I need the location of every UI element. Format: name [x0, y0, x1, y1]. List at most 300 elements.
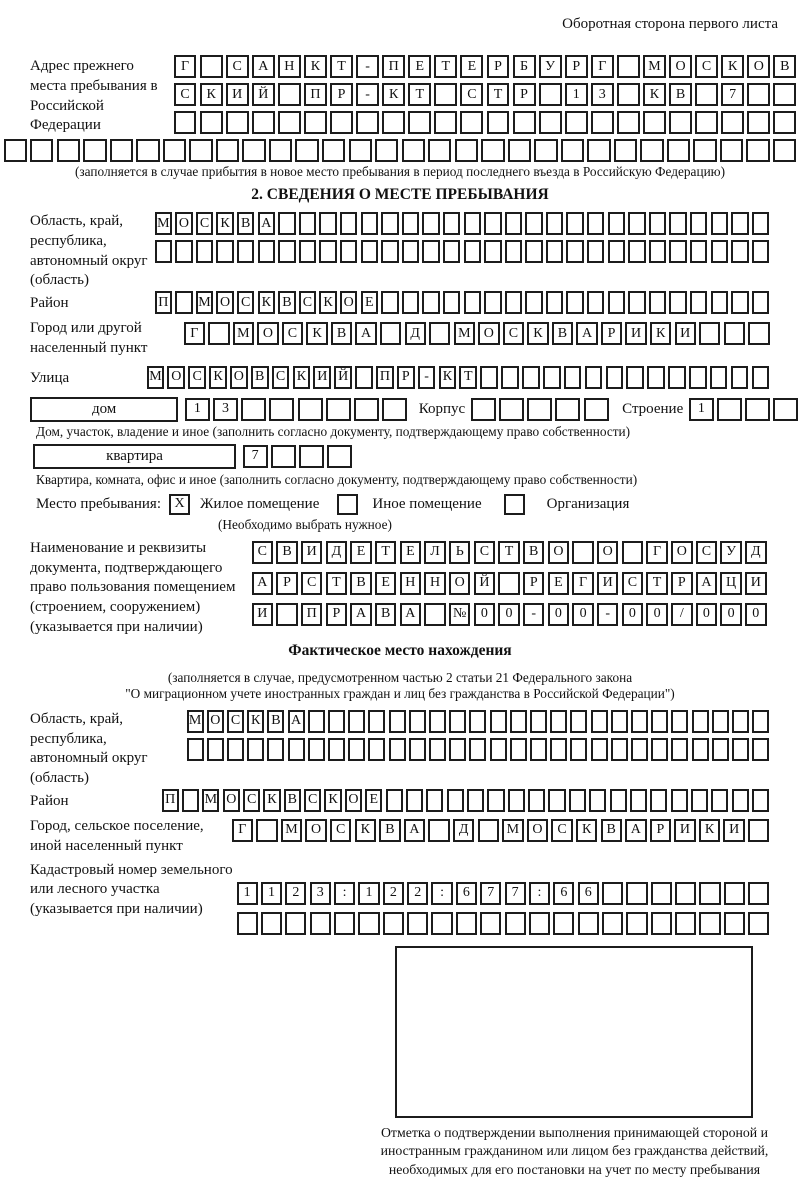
char-cell[interactable]: Т [487, 83, 510, 106]
char-cell[interactable] [409, 710, 426, 733]
char-cell[interactable] [747, 83, 770, 106]
char-cell[interactable]: Е [548, 572, 569, 595]
char-cell[interactable]: М [643, 55, 666, 78]
char-cell[interactable] [269, 398, 294, 421]
char-cell[interactable] [226, 111, 249, 134]
char-cell[interactable] [216, 139, 239, 162]
char-cell[interactable] [675, 912, 696, 935]
char-cell[interactable]: К [650, 322, 671, 345]
char-cell[interactable] [534, 139, 557, 162]
char-cell[interactable] [208, 322, 229, 345]
char-cell[interactable] [752, 738, 769, 761]
char-cell[interactable] [711, 789, 728, 812]
char-cell[interactable] [752, 366, 770, 389]
char-cell[interactable] [711, 240, 728, 263]
char-cell[interactable]: : [334, 882, 355, 905]
char-cell[interactable] [539, 111, 562, 134]
char-cell[interactable]: В [331, 322, 352, 345]
char-cell[interactable] [578, 912, 599, 935]
char-cell[interactable] [422, 212, 439, 235]
char-cell[interactable]: С [503, 322, 524, 345]
char-cell[interactable] [569, 789, 586, 812]
char-cell[interactable]: К [216, 212, 233, 235]
char-cell[interactable]: Г [232, 819, 253, 842]
char-cell[interactable] [175, 291, 192, 314]
char-cell[interactable]: В [523, 541, 544, 564]
char-cell[interactable] [731, 291, 748, 314]
char-cell[interactable]: Р [565, 55, 588, 78]
char-cell[interactable] [308, 710, 325, 733]
char-cell[interactable]: П [304, 83, 327, 106]
char-cell[interactable]: М [502, 819, 523, 842]
char-cell[interactable] [83, 139, 106, 162]
char-cell[interactable]: С [237, 291, 254, 314]
char-cell[interactable]: О [671, 541, 692, 564]
char-cell[interactable]: Й [474, 572, 495, 595]
char-cell[interactable]: В [276, 541, 297, 564]
char-cell[interactable]: К [439, 366, 457, 389]
char-cell[interactable]: 7 [721, 83, 744, 106]
char-cell[interactable]: О [449, 572, 470, 595]
char-cell[interactable]: - [418, 366, 436, 389]
char-cell[interactable] [550, 738, 567, 761]
char-cell[interactable] [429, 738, 446, 761]
char-cell[interactable] [572, 541, 593, 564]
char-cell[interactable]: С [196, 212, 213, 235]
char-cell[interactable] [651, 882, 672, 905]
char-cell[interactable]: С [622, 572, 643, 595]
char-cell[interactable] [428, 139, 451, 162]
char-cell[interactable] [553, 912, 574, 935]
char-cell[interactable]: 3 [591, 83, 614, 106]
char-cell[interactable]: К [293, 366, 311, 389]
char-cell[interactable]: Р [487, 55, 510, 78]
char-cell[interactable] [464, 291, 481, 314]
char-cell[interactable]: 0 [696, 603, 717, 626]
char-cell[interactable] [278, 83, 301, 106]
char-cell[interactable] [271, 445, 296, 468]
char-cell[interactable]: О [257, 322, 278, 345]
char-cell[interactable]: И [301, 541, 322, 564]
char-cell[interactable]: 1 [565, 83, 588, 106]
char-cell[interactable] [267, 738, 284, 761]
char-cell[interactable] [689, 366, 707, 389]
char-cell[interactable] [570, 710, 587, 733]
char-cell[interactable]: О [548, 541, 569, 564]
char-cell[interactable] [252, 111, 275, 134]
char-cell[interactable]: 0 [646, 603, 667, 626]
char-cell[interactable]: О [223, 789, 240, 812]
char-cell[interactable] [447, 789, 464, 812]
char-cell[interactable]: 0 [745, 603, 766, 626]
char-cell[interactable] [498, 572, 519, 595]
char-cell[interactable]: С [301, 572, 322, 595]
char-cell[interactable]: Е [365, 789, 382, 812]
char-cell[interactable]: Р [330, 83, 353, 106]
char-cell[interactable] [464, 212, 481, 235]
char-cell[interactable] [731, 240, 748, 263]
char-cell[interactable] [651, 912, 672, 935]
char-cell[interactable]: П [376, 366, 394, 389]
char-cell[interactable]: А [252, 572, 273, 595]
char-cell[interactable] [510, 738, 527, 761]
char-cell[interactable]: А [696, 572, 717, 595]
char-cell[interactable]: Л [424, 541, 445, 564]
char-cell[interactable] [591, 710, 608, 733]
char-cell[interactable]: С [252, 541, 273, 564]
char-cell[interactable] [546, 212, 563, 235]
char-cell[interactable]: И [745, 572, 766, 595]
char-cell[interactable]: Р [523, 572, 544, 595]
char-cell[interactable] [407, 912, 428, 935]
char-cell[interactable]: Г [646, 541, 667, 564]
checkbox-inoe[interactable] [337, 494, 358, 515]
char-cell[interactable] [330, 111, 353, 134]
char-cell[interactable] [136, 139, 159, 162]
char-cell[interactable]: Й [334, 366, 352, 389]
char-cell[interactable]: С [299, 291, 316, 314]
char-cell[interactable] [478, 819, 499, 842]
char-cell[interactable] [773, 111, 796, 134]
char-cell[interactable] [587, 139, 610, 162]
char-cell[interactable] [237, 912, 258, 935]
char-cell[interactable] [469, 738, 486, 761]
char-cell[interactable]: Т [408, 83, 431, 106]
char-cell[interactable] [589, 789, 606, 812]
char-cell[interactable] [456, 912, 477, 935]
char-cell[interactable]: В [379, 819, 400, 842]
char-cell[interactable] [752, 789, 769, 812]
char-cell[interactable] [561, 139, 584, 162]
char-cell[interactable]: Д [453, 819, 474, 842]
char-cell[interactable]: К [200, 83, 223, 106]
char-cell[interactable] [566, 240, 583, 263]
char-cell[interactable]: М [202, 789, 219, 812]
char-cell[interactable]: В [601, 819, 622, 842]
char-cell[interactable]: К [355, 819, 376, 842]
char-cell[interactable] [278, 111, 301, 134]
char-cell[interactable] [732, 789, 749, 812]
char-cell[interactable] [669, 111, 692, 134]
char-cell[interactable] [288, 738, 305, 761]
char-cell[interactable]: Д [405, 322, 426, 345]
char-cell[interactable] [328, 710, 345, 733]
char-cell[interactable]: Т [375, 541, 396, 564]
char-cell[interactable]: А [258, 212, 275, 235]
char-cell[interactable] [651, 738, 668, 761]
char-cell[interactable] [692, 710, 709, 733]
char-cell[interactable] [464, 240, 481, 263]
char-cell[interactable] [308, 738, 325, 761]
char-cell[interactable] [505, 291, 522, 314]
checkbox-zhiloe[interactable]: X [169, 494, 190, 515]
char-cell[interactable]: 3 [310, 882, 331, 905]
char-cell[interactable] [256, 819, 277, 842]
char-cell[interactable] [546, 240, 563, 263]
char-cell[interactable] [187, 738, 204, 761]
char-cell[interactable] [426, 789, 443, 812]
char-cell[interactable]: М [454, 322, 475, 345]
char-cell[interactable]: С [304, 789, 321, 812]
char-cell[interactable] [711, 212, 728, 235]
char-cell[interactable] [585, 366, 603, 389]
char-cell[interactable] [752, 240, 769, 263]
char-cell[interactable] [530, 710, 547, 733]
char-cell[interactable] [227, 738, 244, 761]
char-cell[interactable] [196, 240, 213, 263]
char-cell[interactable] [484, 212, 501, 235]
char-cell[interactable] [480, 366, 498, 389]
char-cell[interactable]: П [162, 789, 179, 812]
char-cell[interactable]: Б [513, 55, 536, 78]
char-cell[interactable] [247, 738, 264, 761]
char-cell[interactable]: К [306, 322, 327, 345]
char-cell[interactable]: К [319, 291, 336, 314]
char-cell[interactable]: Т [434, 55, 457, 78]
char-cell[interactable] [608, 291, 625, 314]
char-cell[interactable]: В [552, 322, 573, 345]
char-cell[interactable] [717, 398, 742, 421]
char-cell[interactable]: Р [513, 83, 536, 106]
char-cell[interactable] [189, 139, 212, 162]
char-cell[interactable]: П [155, 291, 172, 314]
char-cell[interactable] [671, 789, 688, 812]
char-cell[interactable] [57, 139, 80, 162]
char-cell[interactable] [505, 212, 522, 235]
char-cell[interactable] [591, 111, 614, 134]
char-cell[interactable] [649, 212, 666, 235]
char-cell[interactable]: М [233, 322, 254, 345]
char-cell[interactable] [626, 882, 647, 905]
char-cell[interactable]: В [267, 710, 284, 733]
char-cell[interactable]: С [460, 83, 483, 106]
char-cell[interactable] [640, 139, 663, 162]
char-cell[interactable] [207, 738, 224, 761]
char-cell[interactable] [611, 710, 628, 733]
char-cell[interactable] [550, 710, 567, 733]
char-cell[interactable] [752, 710, 769, 733]
char-cell[interactable]: К [527, 322, 548, 345]
char-cell[interactable] [429, 322, 450, 345]
char-cell[interactable]: О [478, 322, 499, 345]
char-cell[interactable]: К [304, 55, 327, 78]
apartment-type-box[interactable]: квартира [33, 444, 236, 469]
char-cell[interactable] [508, 789, 525, 812]
char-cell[interactable]: Н [400, 572, 421, 595]
char-cell[interactable]: Н [424, 572, 445, 595]
char-cell[interactable]: К [576, 819, 597, 842]
char-cell[interactable] [356, 111, 379, 134]
char-cell[interactable]: Г [174, 55, 197, 78]
char-cell[interactable] [617, 55, 640, 78]
char-cell[interactable] [449, 710, 466, 733]
char-cell[interactable]: Е [400, 541, 421, 564]
char-cell[interactable] [200, 111, 223, 134]
char-cell[interactable]: 6 [578, 882, 599, 905]
char-cell[interactable]: 6 [456, 882, 477, 905]
char-cell[interactable] [340, 240, 357, 263]
char-cell[interactable]: К [382, 83, 405, 106]
char-cell[interactable] [669, 212, 686, 235]
char-cell[interactable] [406, 789, 423, 812]
char-cell[interactable] [386, 789, 403, 812]
char-cell[interactable]: С [227, 710, 244, 733]
char-cell[interactable] [731, 366, 749, 389]
char-cell[interactable] [429, 710, 446, 733]
char-cell[interactable]: А [252, 55, 275, 78]
char-cell[interactable] [455, 139, 478, 162]
char-cell[interactable] [490, 738, 507, 761]
char-cell[interactable] [443, 291, 460, 314]
char-cell[interactable]: С [330, 819, 351, 842]
char-cell[interactable]: К [721, 55, 744, 78]
char-cell[interactable] [628, 212, 645, 235]
char-cell[interactable] [480, 912, 501, 935]
char-cell[interactable]: У [539, 55, 562, 78]
char-cell[interactable] [484, 291, 501, 314]
char-cell[interactable] [383, 912, 404, 935]
char-cell[interactable] [695, 111, 718, 134]
char-cell[interactable]: А [400, 603, 421, 626]
char-cell[interactable]: С [696, 541, 717, 564]
char-cell[interactable] [278, 212, 295, 235]
char-cell[interactable] [530, 738, 547, 761]
char-cell[interactable] [242, 139, 265, 162]
char-cell[interactable] [712, 710, 729, 733]
char-cell[interactable]: В [375, 603, 396, 626]
char-cell[interactable] [527, 398, 552, 421]
char-cell[interactable] [752, 212, 769, 235]
char-cell[interactable]: 3 [213, 398, 238, 421]
char-cell[interactable]: 1 [185, 398, 210, 421]
char-cell[interactable] [471, 398, 496, 421]
char-cell[interactable]: К [643, 83, 666, 106]
char-cell[interactable]: Т [330, 55, 353, 78]
char-cell[interactable] [699, 882, 720, 905]
char-cell[interactable] [731, 212, 748, 235]
char-cell[interactable]: : [431, 882, 452, 905]
char-cell[interactable] [487, 111, 510, 134]
char-cell[interactable] [361, 212, 378, 235]
char-cell[interactable] [443, 240, 460, 263]
char-cell[interactable]: С [188, 366, 206, 389]
char-cell[interactable] [712, 738, 729, 761]
char-cell[interactable]: 7 [243, 445, 268, 468]
char-cell[interactable] [237, 240, 254, 263]
char-cell[interactable] [349, 139, 372, 162]
char-cell[interactable]: Е [460, 55, 483, 78]
char-cell[interactable] [358, 912, 379, 935]
char-cell[interactable]: Ц [720, 572, 741, 595]
char-cell[interactable] [617, 83, 640, 106]
char-cell[interactable]: 1 [689, 398, 714, 421]
char-cell[interactable] [304, 111, 327, 134]
char-cell[interactable] [402, 139, 425, 162]
char-cell[interactable]: В [284, 789, 301, 812]
char-cell[interactable] [348, 738, 365, 761]
char-cell[interactable] [510, 710, 527, 733]
char-cell[interactable]: С [226, 55, 249, 78]
char-cell[interactable] [443, 212, 460, 235]
char-cell[interactable]: И [226, 83, 249, 106]
char-cell[interactable] [720, 139, 743, 162]
char-cell[interactable] [710, 366, 728, 389]
char-cell[interactable] [630, 789, 647, 812]
char-cell[interactable]: Т [646, 572, 667, 595]
char-cell[interactable] [382, 111, 405, 134]
char-cell[interactable] [522, 366, 540, 389]
char-cell[interactable] [675, 882, 696, 905]
char-cell[interactable]: А [404, 819, 425, 842]
char-cell[interactable] [355, 366, 373, 389]
char-cell[interactable]: О [175, 212, 192, 235]
char-cell[interactable]: В [278, 291, 295, 314]
char-cell[interactable]: А [350, 603, 371, 626]
char-cell[interactable]: - [356, 83, 379, 106]
char-cell[interactable] [434, 83, 457, 106]
char-cell[interactable] [241, 398, 266, 421]
char-cell[interactable] [322, 139, 345, 162]
char-cell[interactable] [608, 240, 625, 263]
char-cell[interactable] [566, 212, 583, 235]
char-cell[interactable] [622, 541, 643, 564]
char-cell[interactable] [340, 212, 357, 235]
char-cell[interactable] [617, 111, 640, 134]
char-cell[interactable] [669, 291, 686, 314]
char-cell[interactable] [261, 912, 282, 935]
char-cell[interactable] [546, 291, 563, 314]
char-cell[interactable] [649, 240, 666, 263]
char-cell[interactable]: О [340, 291, 357, 314]
char-cell[interactable] [299, 212, 316, 235]
char-cell[interactable]: К [209, 366, 227, 389]
char-cell[interactable]: О [230, 366, 248, 389]
char-cell[interactable] [469, 710, 486, 733]
char-cell[interactable]: Г [591, 55, 614, 78]
char-cell[interactable] [424, 603, 445, 626]
char-cell[interactable]: - [356, 55, 379, 78]
char-cell[interactable] [587, 240, 604, 263]
char-cell[interactable] [326, 398, 351, 421]
char-cell[interactable] [690, 291, 707, 314]
char-cell[interactable] [732, 710, 749, 733]
char-cell[interactable]: П [382, 55, 405, 78]
char-cell[interactable] [182, 789, 199, 812]
char-cell[interactable] [643, 111, 666, 134]
char-cell[interactable] [548, 789, 565, 812]
char-cell[interactable]: А [288, 710, 305, 733]
char-cell[interactable]: П [301, 603, 322, 626]
char-cell[interactable]: И [625, 322, 646, 345]
char-cell[interactable]: О [669, 55, 692, 78]
char-cell[interactable]: Е [408, 55, 431, 78]
char-cell[interactable]: К [699, 819, 720, 842]
char-cell[interactable] [298, 398, 323, 421]
char-cell[interactable]: И [252, 603, 273, 626]
char-cell[interactable]: Г [572, 572, 593, 595]
char-cell[interactable] [525, 240, 542, 263]
char-cell[interactable] [606, 366, 624, 389]
checkbox-organizaciya[interactable] [504, 494, 525, 515]
char-cell[interactable] [628, 240, 645, 263]
char-cell[interactable] [434, 111, 457, 134]
char-cell[interactable]: О [527, 819, 548, 842]
char-cell[interactable] [319, 212, 336, 235]
char-cell[interactable] [668, 366, 686, 389]
char-cell[interactable] [402, 291, 419, 314]
char-cell[interactable] [773, 83, 796, 106]
char-cell[interactable]: 7 [505, 882, 526, 905]
